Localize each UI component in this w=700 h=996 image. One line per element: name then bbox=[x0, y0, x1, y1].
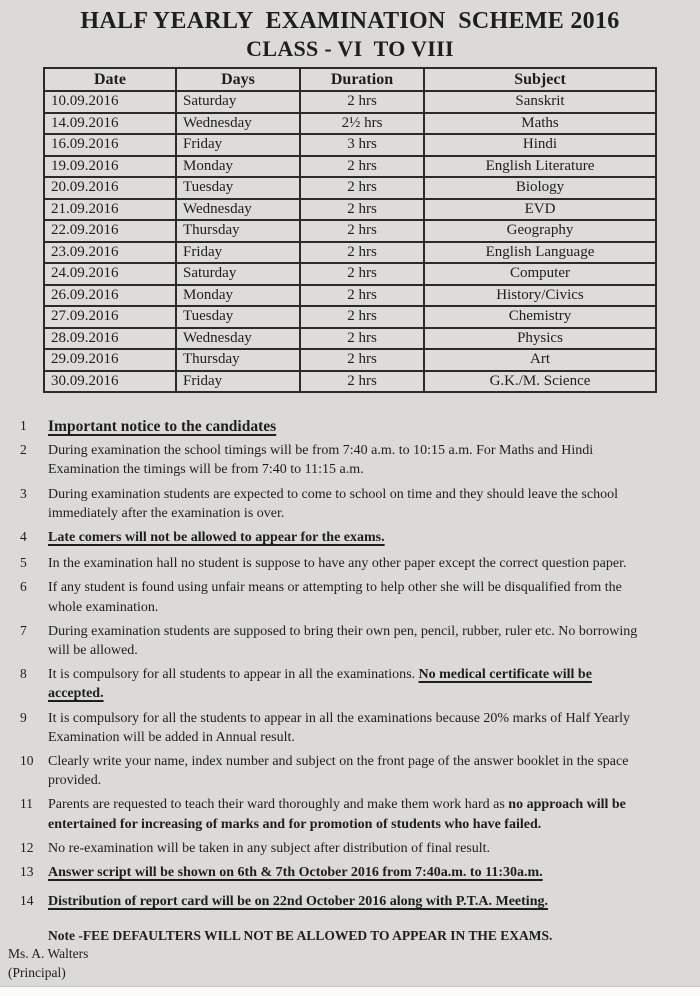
signatory-name: Ms. A. Walters bbox=[8, 946, 89, 961]
table-cell: 29.09.2016 bbox=[44, 349, 176, 371]
table-cell: 2 hrs bbox=[300, 91, 424, 113]
table-cell: Tuesday bbox=[176, 177, 300, 199]
notice-text-segment: During examination the school timings will be from 7:40 a.m. to 10:15 a.m. For Maths and Hindi Examination the timings will be from 7:40 to 11:15 a.m. bbox=[48, 443, 594, 478]
table-cell: Hindi bbox=[424, 134, 656, 156]
notice-text bbox=[48, 485, 644, 523]
table-cell: 24.09.2016 bbox=[44, 263, 176, 285]
notice-number: 10 bbox=[20, 753, 34, 769]
notice-text-segment: During examination students are supposed to bring their own pen, pencil, rubber, ruler etc. No borrowing will be allowed. bbox=[48, 623, 638, 659]
notice-text-segment: Answer script will be shown on 6th & 7th October 2016 from 7:40a.m. to 11:30a.m. bbox=[48, 865, 543, 881]
notice-item bbox=[20, 839, 656, 858]
notice-number: 14 bbox=[20, 893, 34, 909]
table-row bbox=[44, 263, 656, 285]
table-cell: G.K./M. Science bbox=[424, 371, 656, 393]
notice-text bbox=[48, 528, 644, 547]
signatory-designation: (Principal) bbox=[8, 965, 66, 980]
table-cell: Monday bbox=[176, 156, 300, 178]
notice-text-segment: It is compulsory for all students to appear in all the examinations. bbox=[48, 667, 419, 683]
notice-text bbox=[48, 863, 644, 882]
table-cell: Biology bbox=[424, 177, 656, 199]
table-cell: English Literature bbox=[424, 156, 656, 178]
exam-schedule-table bbox=[43, 67, 657, 393]
table-cell: Saturday bbox=[176, 263, 300, 285]
table-cell: EVD bbox=[424, 199, 656, 221]
table-row bbox=[44, 199, 656, 221]
document-title-block bbox=[0, 0, 700, 62]
notice-number: 12 bbox=[20, 839, 34, 855]
notice-item bbox=[20, 441, 656, 479]
table-cell: 2 hrs bbox=[300, 328, 424, 350]
notice-item bbox=[20, 863, 656, 882]
table-cell: 23.09.2016 bbox=[44, 242, 176, 264]
table-cell: 2 hrs bbox=[300, 371, 424, 393]
notice-number: 7 bbox=[20, 622, 27, 638]
notice-text-segment: No re-examination will be taken in any subject after distribution of final result. bbox=[48, 840, 491, 856]
notice-item bbox=[20, 554, 656, 573]
table-row bbox=[44, 285, 656, 307]
table-header-row bbox=[44, 68, 656, 91]
notice-text-segment: No medical certificate will be accepted. bbox=[48, 667, 592, 702]
table-cell: Geography bbox=[424, 220, 656, 242]
table-cell: 14.09.2016 bbox=[44, 113, 176, 135]
scan-edge-strip bbox=[0, 986, 700, 996]
notice-item bbox=[20, 417, 656, 436]
notices-list bbox=[20, 417, 656, 911]
notice-item bbox=[20, 485, 656, 523]
table-cell: 27.09.2016 bbox=[44, 306, 176, 328]
table-cell: 22.09.2016 bbox=[44, 220, 176, 242]
table-cell: 28.09.2016 bbox=[44, 328, 176, 350]
table-cell: 21.09.2016 bbox=[44, 199, 176, 221]
notice-item bbox=[20, 892, 656, 911]
notice-text bbox=[48, 839, 644, 858]
notice-text-segment: If any student is found using unfair means or attempting to help other she will be disqualified from the whole examination. bbox=[48, 580, 622, 615]
notice-text bbox=[48, 892, 644, 911]
notice-text-segment: Parents are requested to teach their ward thoroughly and make them work hard as bbox=[48, 797, 509, 813]
table-cell: Sanskrit bbox=[424, 91, 656, 113]
notice-number: 3 bbox=[20, 485, 27, 501]
notice-number: 4 bbox=[20, 529, 27, 545]
notice-text-segment: In the examination hall no student is suppose to have any other paper except the correct question paper. bbox=[48, 556, 627, 572]
table-cell: 10.09.2016 bbox=[44, 91, 176, 113]
notice-text bbox=[48, 709, 644, 747]
table-cell: 26.09.2016 bbox=[44, 285, 176, 307]
notice-item bbox=[20, 752, 656, 790]
table-cell: Chemistry bbox=[424, 306, 656, 328]
table-cell: 19.09.2016 bbox=[44, 156, 176, 178]
table-cell: Friday bbox=[176, 371, 300, 393]
notice-number: 6 bbox=[20, 579, 27, 595]
table-cell: Maths bbox=[424, 113, 656, 135]
exam-table-body bbox=[44, 91, 656, 392]
notice-item bbox=[20, 622, 656, 660]
table-cell: Friday bbox=[176, 242, 300, 264]
notice-text bbox=[48, 752, 644, 790]
table-row bbox=[44, 177, 656, 199]
table-cell: 16.09.2016 bbox=[44, 134, 176, 156]
notice-item bbox=[20, 665, 656, 703]
table-row bbox=[44, 242, 656, 264]
notice-item bbox=[20, 709, 656, 747]
notice-text bbox=[48, 441, 644, 479]
notice-number: 9 bbox=[20, 709, 27, 725]
notice-text bbox=[48, 554, 644, 573]
table-header-cell: Days bbox=[176, 68, 300, 91]
notice-text-segment: Distribution of report card will be on 22nd October 2016 along with P.T.A. Meeting. bbox=[48, 894, 548, 910]
notice-number: 13 bbox=[20, 864, 34, 880]
table-cell: 20.09.2016 bbox=[44, 177, 176, 199]
notice-item bbox=[20, 528, 656, 547]
notice-text-segment: Late comers will not be allowed to appear for the exams. bbox=[48, 530, 385, 546]
table-cell: 2 hrs bbox=[300, 285, 424, 307]
notice-text-segment: Clearly write your name, index number and subject on the front page of the answer booklet in the space provided. bbox=[48, 754, 629, 789]
table-cell: 2 hrs bbox=[300, 242, 424, 264]
table-cell: Physics bbox=[424, 328, 656, 350]
table-cell: 2 hrs bbox=[300, 156, 424, 178]
page-title: HALF YEARLY EXAMINATION SCHEME 2016 bbox=[80, 8, 620, 34]
notice-text bbox=[48, 578, 644, 616]
notice-number: 1 bbox=[20, 418, 27, 433]
table-cell: Wednesday bbox=[176, 328, 300, 350]
notice-text-segment: Important notice to the candidates bbox=[48, 418, 277, 435]
table-cell: Wednesday bbox=[176, 113, 300, 135]
table-cell: History/Civics bbox=[424, 285, 656, 307]
table-cell: Monday bbox=[176, 285, 300, 307]
table-row bbox=[44, 156, 656, 178]
table-cell: 2 hrs bbox=[300, 263, 424, 285]
table-cell: Saturday bbox=[176, 91, 300, 113]
table-cell: Thursday bbox=[176, 349, 300, 371]
notice-text-segment: It is compulsory for all the students to appear in all the examinations because 20% marks of Half Yearly Examination will be added in Annual result. bbox=[48, 710, 631, 745]
table-cell: 2 hrs bbox=[300, 177, 424, 199]
notice-text bbox=[48, 795, 644, 833]
table-header-cell: Subject bbox=[424, 68, 656, 91]
notice-text bbox=[48, 417, 644, 436]
table-cell: 2 hrs bbox=[300, 349, 424, 371]
table-header-cell: Duration bbox=[300, 68, 424, 91]
notice-number: 8 bbox=[20, 666, 27, 682]
table-row bbox=[44, 113, 656, 135]
table-cell: Tuesday bbox=[176, 306, 300, 328]
table-row bbox=[44, 91, 656, 113]
table-header-cell: Date bbox=[44, 68, 176, 91]
table-cell: Thursday bbox=[176, 220, 300, 242]
table-cell: 2½ hrs bbox=[300, 113, 424, 135]
table-cell: 30.09.2016 bbox=[44, 371, 176, 393]
notice-text bbox=[48, 622, 644, 660]
table-cell: Computer bbox=[424, 263, 656, 285]
notice-number: 11 bbox=[20, 796, 33, 812]
table-row bbox=[44, 134, 656, 156]
fee-defaulters-note: Note -FEE DEFAULTERS WILL NOT BE ALLOWED TO APPEAR IN THE EXAMS. bbox=[48, 928, 553, 944]
notice-text bbox=[48, 665, 644, 703]
notice-text-segment: During examination students are expected to come to school on time and they should leave the school immediately after the examination is over. bbox=[48, 486, 618, 521]
notice-text-segment: no approach will be entertained for increasing of marks and for promotion of students who have failed. bbox=[48, 797, 626, 832]
table-cell: 2 hrs bbox=[300, 306, 424, 328]
page-subtitle: CLASS - VI TO VIII bbox=[246, 36, 454, 61]
signature-block bbox=[8, 944, 88, 982]
table-row bbox=[44, 349, 656, 371]
notice-item bbox=[20, 578, 656, 616]
notice-number: 5 bbox=[20, 555, 27, 571]
table-cell: Wednesday bbox=[176, 199, 300, 221]
table-cell: 3 hrs bbox=[300, 134, 424, 156]
table-cell: Art bbox=[424, 349, 656, 371]
table-row bbox=[44, 371, 656, 393]
table-cell: Friday bbox=[176, 134, 300, 156]
table-row bbox=[44, 220, 656, 242]
notice-number: 2 bbox=[20, 442, 27, 458]
table-row bbox=[44, 328, 656, 350]
notice-item bbox=[20, 795, 656, 833]
table-cell: 2 hrs bbox=[300, 199, 424, 221]
table-cell: English Language bbox=[424, 242, 656, 264]
table-cell: 2 hrs bbox=[300, 220, 424, 242]
table-row bbox=[44, 306, 656, 328]
